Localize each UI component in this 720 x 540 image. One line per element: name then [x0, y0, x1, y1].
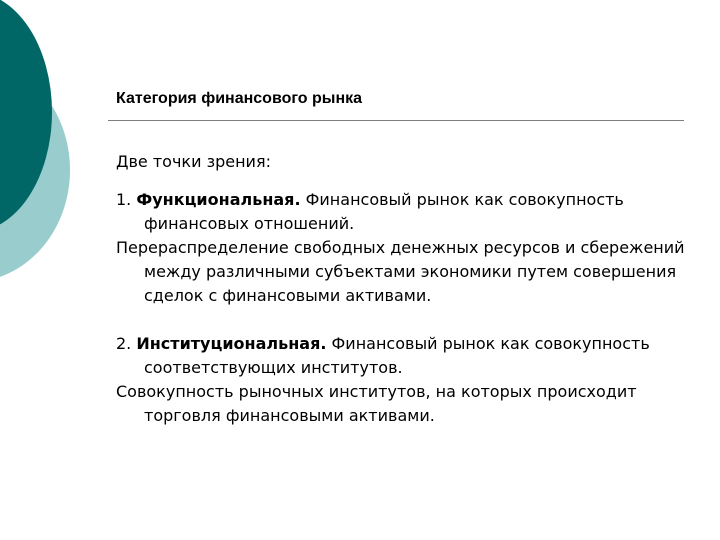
intro-text: Две точки зрения:: [116, 152, 271, 171]
point-2: [116, 332, 696, 380]
title-divider: [108, 120, 684, 121]
point-1-number: 1.: [116, 190, 132, 209]
decorative-circles: [0, 0, 120, 300]
point-2-heading: Институциональная.: [136, 334, 327, 353]
point-2-number: 2.: [116, 334, 132, 353]
point-1-detail: Перераспределение свободных денежных ресурсов и сбережений между различными субъектами экономики путем совершения сделок с финансовыми активами.: [116, 238, 685, 305]
slide-body: [116, 150, 696, 428]
point-2-text: Финансовый рынок как совокупность соответствующих институтов.: [144, 334, 650, 377]
point-1-text: Финансовый рынок как совокупность финансовых отношений.: [144, 190, 624, 233]
slide-title: Категория финансового рынка: [116, 90, 363, 107]
point-1-heading: Функциональная.: [136, 190, 301, 209]
point-1: [116, 188, 696, 236]
point-2-detail: Совокупность рыночных институтов, на которых происходит торговля финансовыми активами.: [116, 382, 637, 425]
